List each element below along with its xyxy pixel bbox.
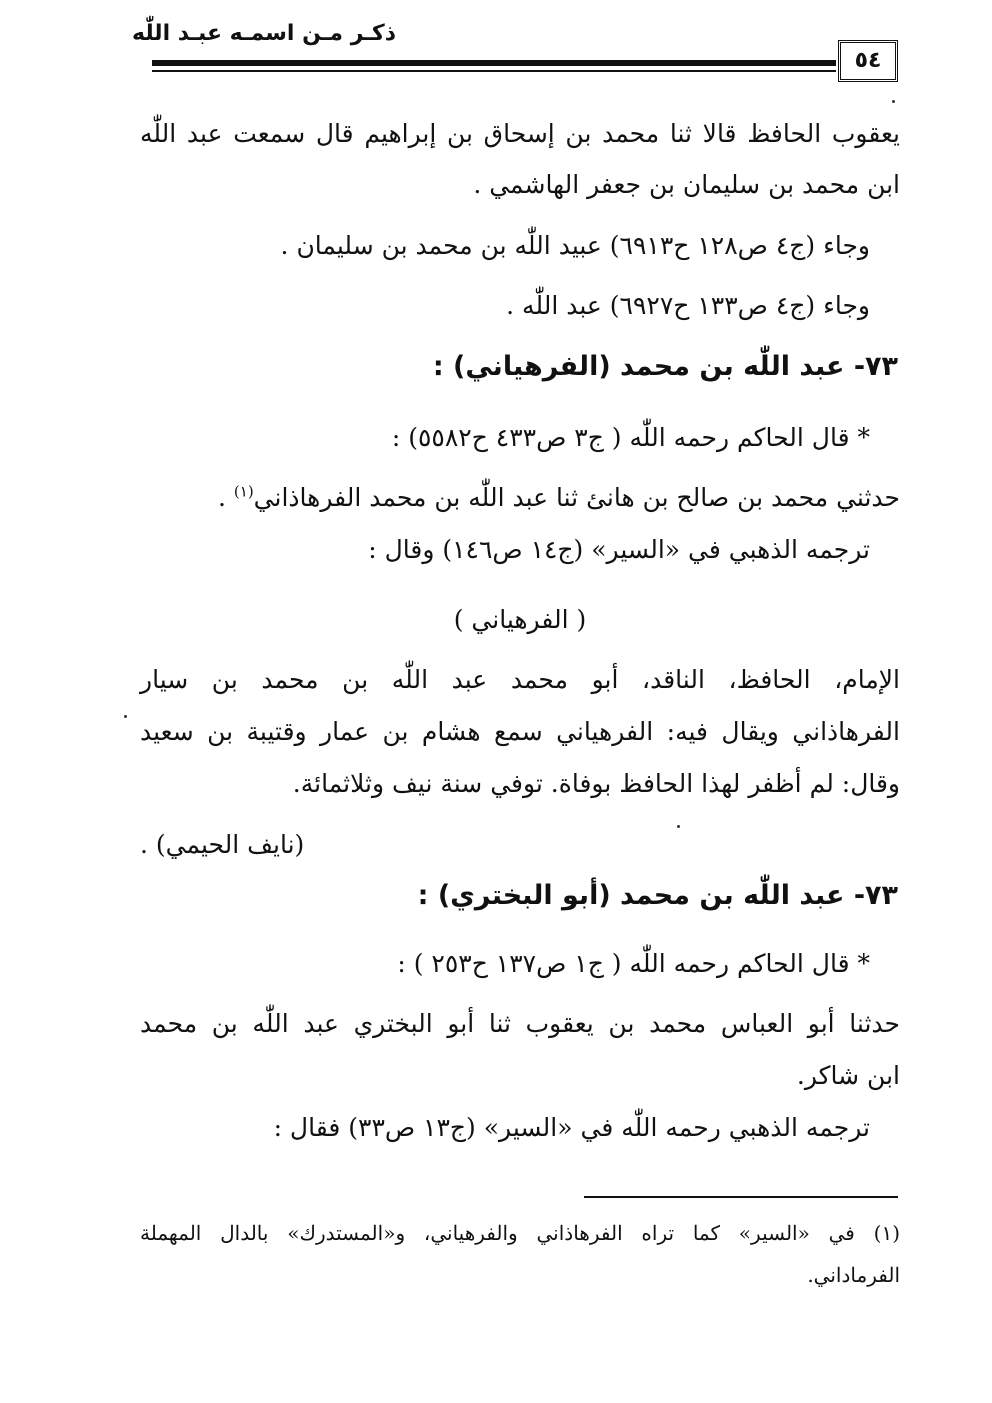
author-signature: (نايف الحيمي) .	[140, 830, 305, 859]
citation-line: * قال الحاكم رحمه اللّٰه ( ج٣ ص٤٣٣ ح٥٥٨٢) :	[391, 423, 870, 452]
scan-speck	[677, 825, 680, 828]
scan-speck	[124, 715, 127, 718]
paragraph-line: ترجمه الذهبي في «السير» (ج١٤ ص١٤٦) وقال :	[368, 535, 870, 564]
footnote-ref: (١)	[233, 482, 254, 501]
paragraph-line: الفرهاذاني ويقال فيه: الفرهياني سمع هشام بن عمار وقتيبة بن سعيد	[140, 717, 900, 746]
paragraph-line: الإمام، الحافظ، الناقد، أبو محمد عبد اللّٰه بن محمد بن سيار	[140, 665, 900, 694]
page-number-box	[838, 40, 898, 82]
paragraph-line: حدثنا أبو العباس محمد بن يعقوب ثنا أبو البختري عبد اللّٰه بن محمد	[140, 1009, 900, 1038]
centered-title: ( الفرهياني )	[453, 605, 587, 634]
section-heading: ٧٣- عبد اللّٰه بن محمد (الفرهياني) :	[432, 351, 898, 382]
paragraph-line: وجاء (ج٤ ص١٢٨ ح٦٩١٣) عبيد اللّٰه بن محمد بن سليمان .	[280, 231, 870, 260]
citation-line: * قال الحاكم رحمه اللّٰه ( ج١ ص١٣٧ ح٢٥٣ ) :	[397, 949, 870, 978]
footnote-line: الفرماداني.	[807, 1263, 900, 1287]
scan-speck	[892, 100, 895, 103]
paragraph-line: ابن محمد بن سليمان بن جعفر الهاشمي .	[473, 170, 900, 199]
paragraph-line: ابن شاكر.	[796, 1061, 900, 1090]
header-rule-thin	[152, 70, 836, 72]
paragraph-line: ترجمه الذهبي رحمه اللّٰه في «السير» (ج١٣ ص٣٣) فقال :	[273, 1113, 870, 1142]
running-title: ذكـر مـن اسمـه عبـد اللّٰه	[131, 21, 396, 46]
hadith-text: حدثني محمد بن صالح بن هانئ ثنا عبد اللّٰه بن محمد الفرهاذاني	[253, 483, 900, 512]
page-number: ٥٤	[854, 48, 882, 73]
header-rule-thick	[152, 60, 836, 66]
footnote-line: (١) في «السير» كما تراه الفرهاذاني والفرهياني، و«المستدرك» بالدال المهملة	[140, 1221, 901, 1245]
hadith-text-end: .	[217, 483, 234, 512]
section-heading: ٧٣- عبد اللّٰه بن محمد (أبو البختري) :	[417, 880, 898, 911]
paragraph-line: يعقوب الحافظ قالا ثنا محمد بن إسحاق بن إبراهيم قال سمعت عبد اللّٰه	[140, 119, 900, 148]
paragraph-line	[140, 478, 900, 518]
paragraph-line: وقال: لم أظفر لهذا الحافظ بوفاة. توفي سنة نيف وثلاثمائة.	[292, 769, 900, 798]
paragraph-line: وجاء (ج٤ ص١٣٣ ح٦٩٢٧) عبد اللّٰه .	[506, 291, 870, 320]
footnote-separator	[584, 1196, 898, 1198]
